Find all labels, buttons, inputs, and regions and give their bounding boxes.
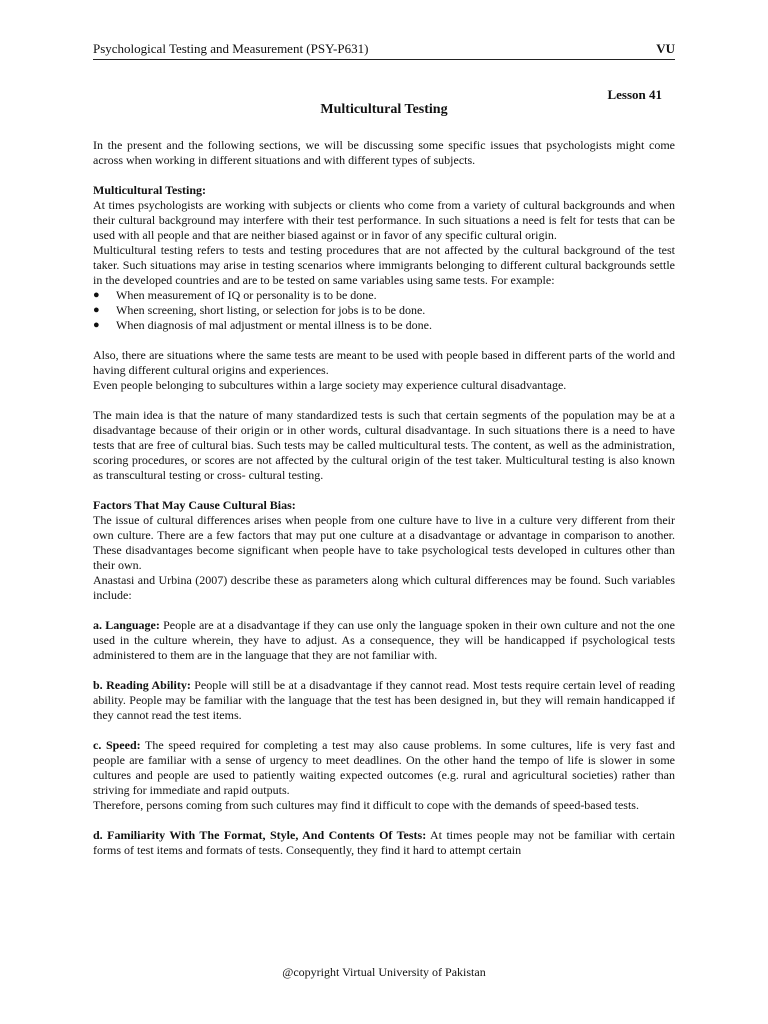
paragraph: Therefore, persons coming from such cultures may find it difficult to cope with the demands of speed-based tests. (93, 798, 639, 812)
page-title: Multicultural Testing (320, 102, 448, 117)
paragraph: Multicultural testing refers to tests and testing procedures that are not affected by the cultural background of the test taker. Such situations may arise in testing scenarios where immigrants belonging to different cultural backgrounds settle in the developed countries and are to be tested on same variables using same tests. For example: (93, 243, 675, 287)
section-heading: Factors That May Cause Cultural Bias: (93, 498, 296, 512)
intro-paragraph: In the present and the following sections, we will be discussing some specific issues that psychologists might come across when working in different situations and with different types of subjects. (93, 138, 675, 167)
paragraph: At times psychologists are working with subjects or clients who come from a variety of cultural backgrounds and when their cultural background may interfere with their test performance. In such situations a need is felt for tests that can be used with all people and that are neither biased against or in favor of any specific cultural origin. (93, 198, 675, 242)
paragraph: The issue of cultural differences arises when people from one culture have to live in a culture very different from their own culture. There are a few factors that may put one culture at a disadvantage or advantage in comparison to another. These disadvantages become significant when people have to take psychological tests developed in cultures other than their own. (93, 513, 675, 572)
list-item: ● When diagnosis of mal adjustment or mental illness is to be done. (93, 318, 432, 332)
factor-reading-ability: b. Reading Ability: People will still be at a disadvantage if they cannot read. Most tests require certain level of reading ability. People may be familiar with the language that the test has been designed in, but they will remain handicapped if they cannot read the test items. (93, 678, 675, 722)
body-content (93, 138, 675, 858)
factor-language: a. Language: People are at a disadvantage if they can use only the language spoken in their own culture and not the one used in the culture wherein, they have to adjust. As a consequence, they will be handicapped if psychological tests administered to them are in the language that they are not familiar with. (93, 618, 675, 662)
lesson-number: Lesson 41 (607, 87, 662, 102)
bullet-icon: ● (93, 319, 100, 331)
university-code: VU (656, 41, 675, 56)
paragraph: Also, there are situations where the same tests are meant to be used with people based in different parts of the world and having different cultural origins and experiences. (93, 348, 675, 377)
factor-speed: c. Speed: The speed required for completing a test may also cause problems. In some cultures, life is very fast and people are familiar with a sense of urgency to meet deadlines. On the other hand the tempo of life is slower in some cultures and people are used to patiently waiting expected outcomes (e.g. rural and agricultural societies) rather than striving for immediate and rapid outputs. (93, 738, 675, 797)
paragraph: Anastasi and Urbina (2007) describe these as parameters along which cultural differences may be found. Such variables include: (93, 573, 675, 602)
page-footer: @copyright Virtual University of Pakistan (282, 965, 486, 979)
list-item: ● When measurement of IQ or personality is to be done. (93, 288, 377, 302)
bullet-icon: ● (93, 304, 100, 316)
list-item: ● When screening, short listing, or selection for jobs is to be done. (93, 303, 426, 317)
course-title: Psychological Testing and Measurement (PSY-P631) (93, 41, 369, 56)
page-header (93, 41, 675, 60)
bullet-list (93, 288, 675, 333)
paragraph: The main idea is that the nature of many standardized tests is such that certain segments of the population may be at a disadvantage because of their origin or in other words, cultural disadvantage. In such situations there is a need to have tests that are free of cultural bias. Such tests may be called multicultural tests. The content, as well as the administration, scoring procedures, or scores are not affected by the cultural origin of the test taker. Multicultural testing is also known as transcultural testing or cross- cultural testing. (93, 408, 675, 482)
paragraph: Even people belonging to subcultures within a large society may experience cultural disadvantage. (93, 378, 567, 392)
bullet-icon: ● (93, 289, 100, 301)
section-heading: Multicultural Testing: (93, 183, 207, 197)
factor-familiarity: d. Familiarity With The Format, Style, And Contents Of Tests: At times people may not be familiar with certain forms of test items and formats of tests. Consequently, they find it hard to attempt certain (93, 828, 675, 857)
